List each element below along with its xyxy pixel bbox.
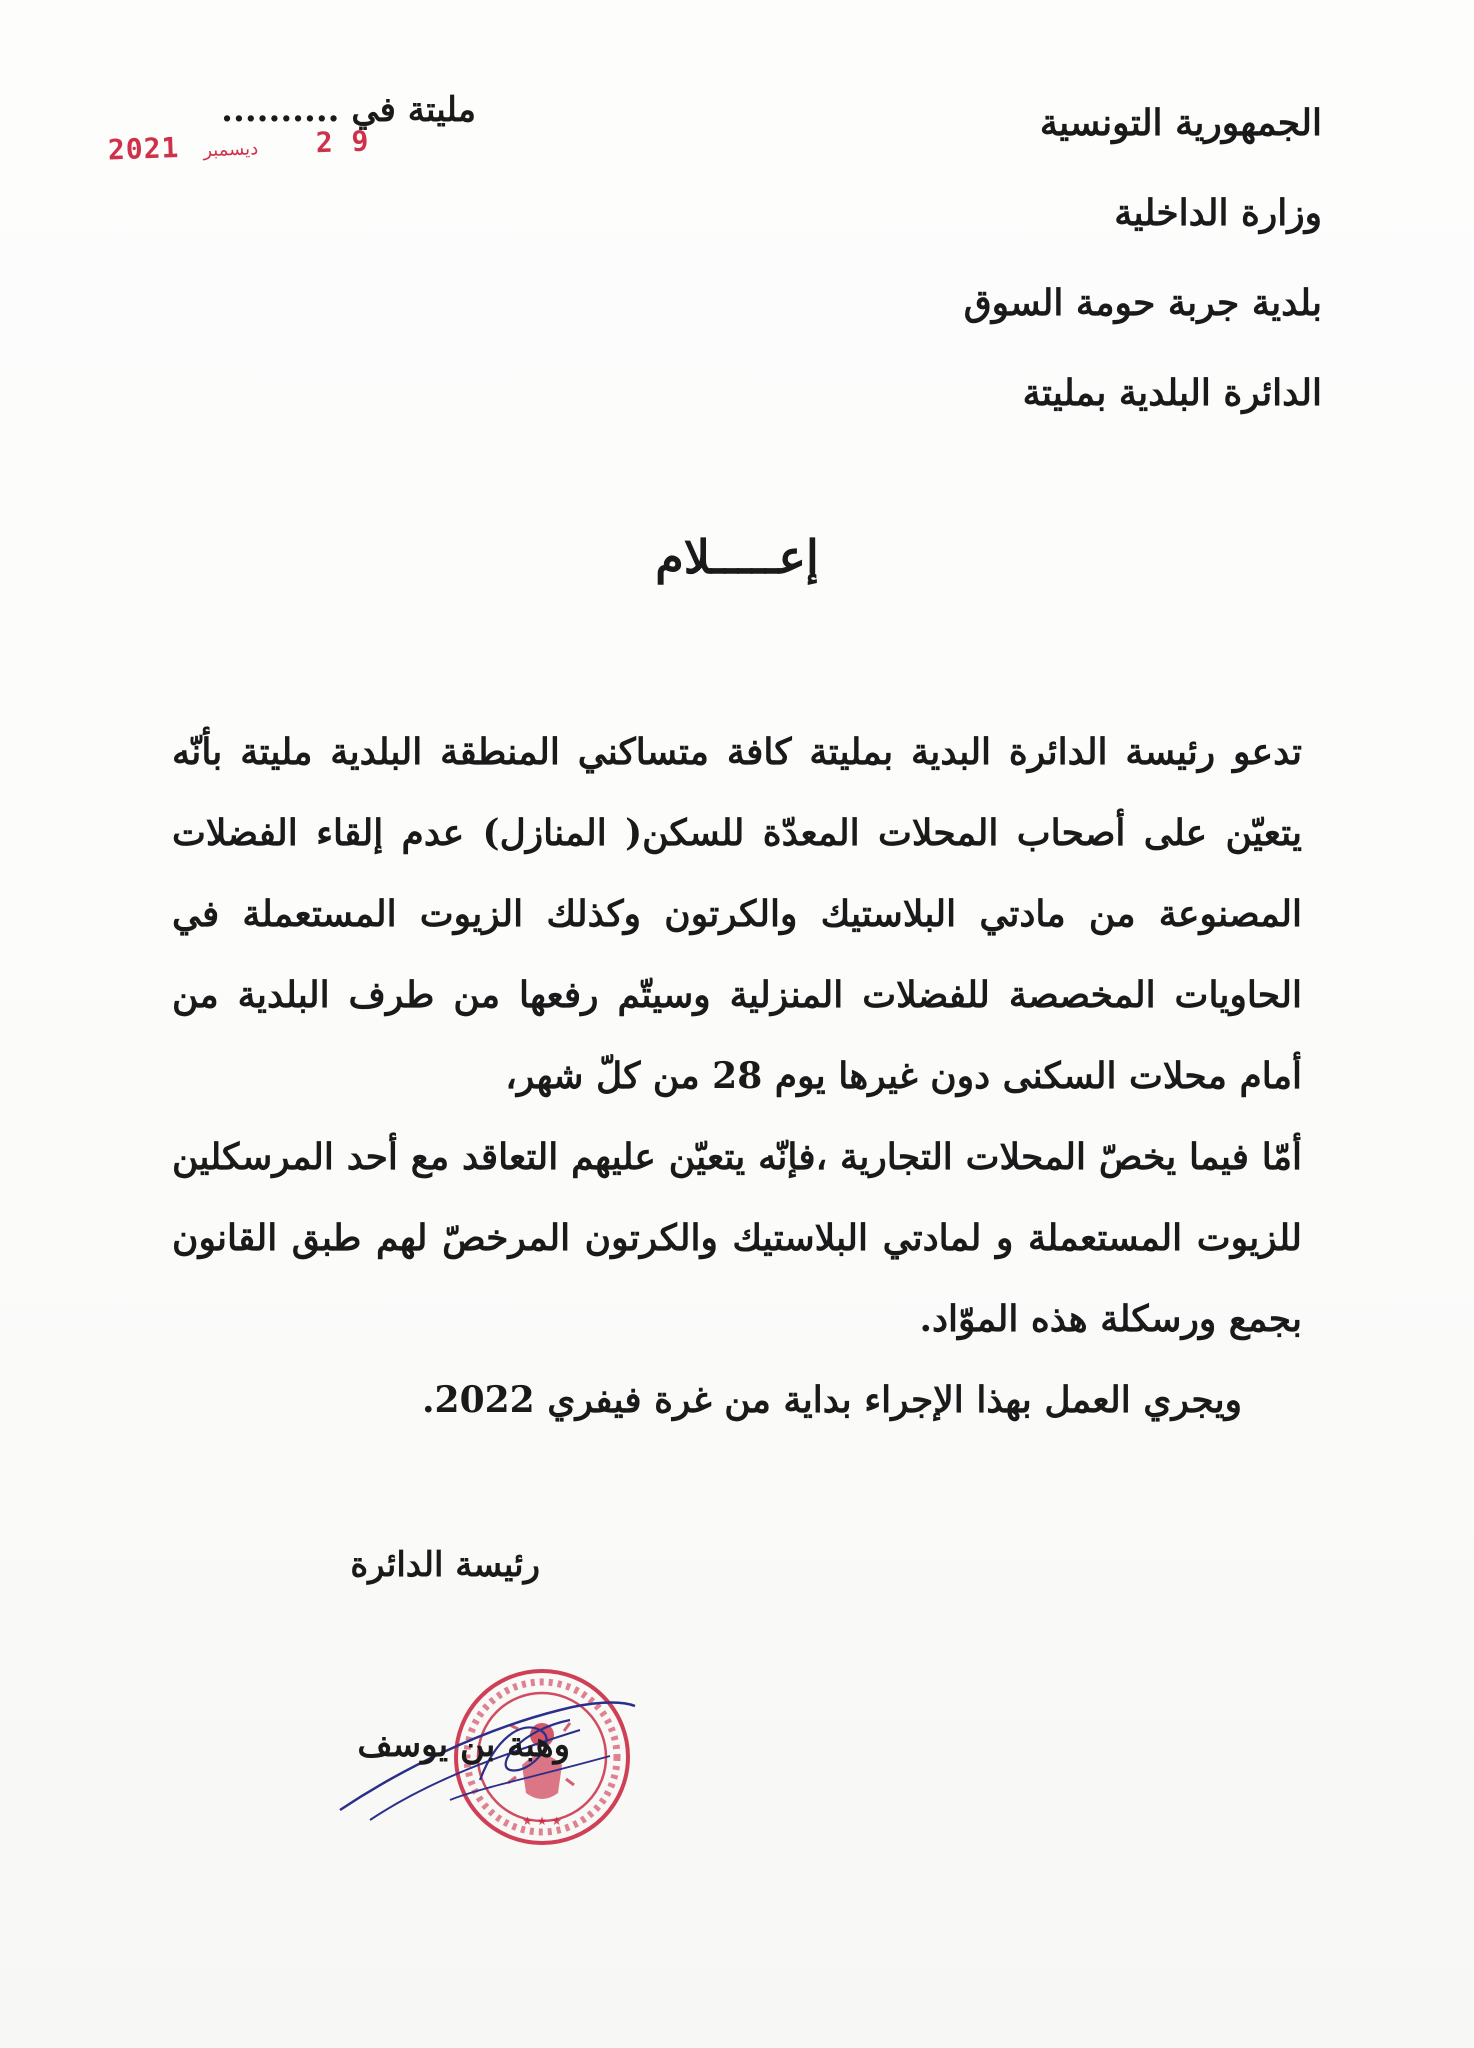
letterhead	[682, 100, 1322, 460]
svg-text:★ ★ ★: ★ ★ ★	[522, 1814, 562, 1828]
place-date-label: مليتة في ..........	[221, 90, 476, 130]
date-stamp	[107, 124, 370, 174]
date-stamp-day: 2 9	[315, 124, 370, 160]
date-stamp-month: ديسمبر	[202, 138, 259, 162]
signatory-name: وهبة بن يوسف	[357, 1725, 570, 1765]
date-stamp-year: 2021	[107, 131, 180, 167]
letterhead-district: الدائرة البلدية بمليتة	[1022, 372, 1322, 414]
letterhead-municipality: بلدية جربة حومة السوق	[963, 282, 1322, 324]
notice-body	[172, 712, 1302, 1441]
body-paragraph-effective-date: ويجري العمل بهذا الإجراء بداية من غرة فيفري 2022.	[421, 1379, 1242, 1421]
body-paragraph-residential: تدعو رئيسة الدائرة البدية بمليتة كافة متساكني المنطقة البلدية مليتة بأنّه يتعيّن على أصحاب المحلات المعدّة للسكن( المنازل) عدم إلقاء الفضلات المصنوعة من مادتي البلاستيك والكرتون وكذلك الزيوت المستعملة في الحاويات المخصصة للفضلات المنزلية وسيتّم رفعها من طرف البلدية من أمام محلات السكنى دون غيرها يوم 28 من كلّ شهر،	[172, 731, 1302, 1097]
signatory-title: رئيسة الدائرة	[350, 1545, 540, 1585]
page-title: إعـــــلام	[655, 530, 819, 584]
letterhead-republic: الجمهورية التونسية	[1039, 102, 1322, 144]
letterhead-ministry: وزارة الداخلية	[1114, 192, 1322, 234]
body-paragraph-commercial: أمّا فيما يخصّ المحلات التجارية ،فإنّه يتعيّن عليهم التعاقد مع أحد المرسكلين للزيوت المستعملة و لمادتي البلاستيك والكرتون المرخصّ لهم طبق القانون بجمع ورسكلة هذه الموّاد.	[172, 1136, 1302, 1340]
